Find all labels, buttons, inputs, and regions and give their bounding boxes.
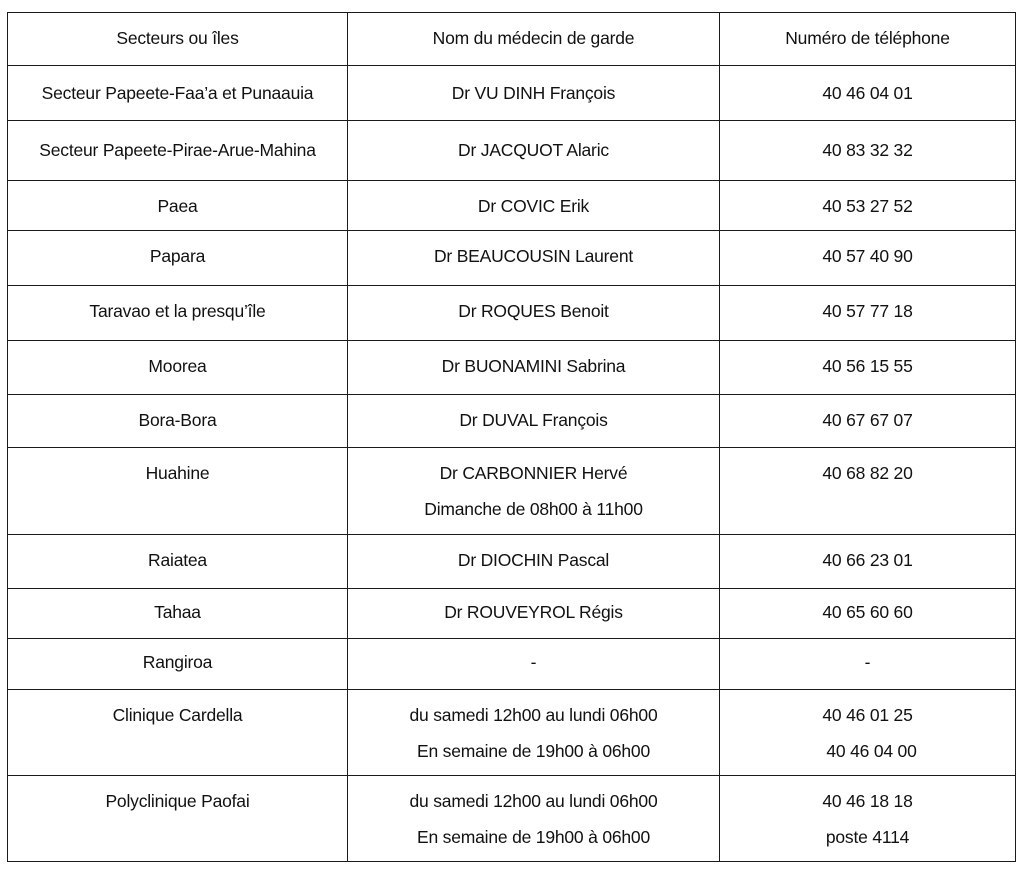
phone-cell (720, 341, 1016, 395)
doctor-cell (348, 395, 720, 448)
doctor-cell (348, 341, 720, 395)
phone-line: 40 56 15 55 (822, 356, 913, 376)
sector-cell: Secteur Papeete-Faa’a et Punaauia (8, 66, 348, 121)
doctor-line: Dr JACQUOT Alaric (458, 140, 609, 160)
sector-cell: Papara (8, 231, 348, 286)
phone-cell (720, 286, 1016, 341)
phone-cell (720, 121, 1016, 181)
sector-cell: Polyclinique Paofai (8, 776, 348, 862)
phone-line: 40 46 04 00 (826, 741, 917, 761)
doctor-line: Dr CARBONNIER Hervé (439, 463, 628, 483)
phone-line: 40 46 04 01 (822, 83, 913, 103)
phone-line: - (864, 652, 871, 672)
sector-cell: Paea (8, 181, 348, 231)
doctor-cell (348, 589, 720, 639)
table-row (8, 776, 1016, 862)
header-phone: Numéro de téléphone (720, 13, 1016, 66)
phone-extension-line: poste 4114 (825, 827, 910, 847)
sector-cell: Moorea (8, 341, 348, 395)
phone-cell (720, 395, 1016, 448)
doctor-line: Dr VU DINH François (451, 83, 616, 103)
table-row (8, 639, 1016, 690)
on-call-doctors-table (7, 12, 1016, 862)
phone-line: 40 46 18 18 (822, 791, 913, 811)
table-row (8, 395, 1016, 448)
phone-cell (720, 639, 1016, 690)
table-row (8, 231, 1016, 286)
header-row (8, 13, 1016, 66)
schedule-line: Dimanche de 08h00 à 11h00 (424, 499, 643, 519)
table-row (8, 286, 1016, 341)
phone-cell (720, 181, 1016, 231)
phone-cell (720, 231, 1016, 286)
table-row (8, 535, 1016, 589)
doctor-line: Dr BUONAMINI Sabrina (441, 356, 626, 376)
phone-line: 40 57 40 90 (822, 246, 913, 266)
schedule-line: du samedi 12h00 au lundi 06h00 (409, 791, 658, 811)
doctor-cell (348, 535, 720, 589)
phone-line: 40 53 27 52 (822, 196, 913, 216)
phone-cell (720, 535, 1016, 589)
schedule-line: du samedi 12h00 au lundi 06h00 (409, 705, 658, 725)
sector-cell: Bora-Bora (8, 395, 348, 448)
doctor-cell (348, 690, 720, 776)
phone-line: 40 83 32 32 (822, 140, 913, 160)
table-row (8, 121, 1016, 181)
doctor-cell (348, 121, 720, 181)
table-row (8, 690, 1016, 776)
table-row (8, 181, 1016, 231)
doctor-line: Dr BEAUCOUSIN Laurent (433, 246, 634, 266)
phone-cell (720, 448, 1016, 535)
doctor-cell (348, 448, 720, 535)
doctor-cell (348, 231, 720, 286)
sector-cell: Rangiroa (8, 639, 348, 690)
phone-cell (720, 66, 1016, 121)
doctor-cell (348, 66, 720, 121)
doctor-line: Dr DUVAL François (459, 410, 608, 430)
doctor-cell (348, 776, 720, 862)
phone-line: 40 65 60 60 (822, 602, 913, 622)
phone-cell (720, 589, 1016, 639)
doctor-cell (348, 286, 720, 341)
doctor-cell (348, 181, 720, 231)
schedule-line: En semaine de 19h00 à 06h00 (417, 741, 650, 761)
phone-line: 40 68 82 20 (822, 463, 913, 483)
table-row (8, 589, 1016, 639)
phone-line: 40 67 67 07 (822, 410, 913, 430)
doctor-line: Dr DIOCHIN Pascal (457, 550, 610, 570)
table-row (8, 341, 1016, 395)
phone-cell (720, 690, 1016, 776)
table-row (8, 66, 1016, 121)
table-row (8, 448, 1016, 535)
sector-cell: Secteur Papeete-Pirae-Arue-Mahina (8, 121, 348, 181)
phone-line: 40 57 77 18 (822, 301, 913, 321)
doctor-cell (348, 639, 720, 690)
doctor-line: - (530, 652, 537, 672)
sector-cell: Huahine (8, 448, 348, 535)
doctor-line: Dr ROUVEYROL Régis (444, 602, 623, 622)
sector-cell: Tahaa (8, 589, 348, 639)
sector-cell: Raiatea (8, 535, 348, 589)
doctor-line: Dr COVIC Erik (477, 196, 590, 216)
header-doctor: Nom du médecin de garde (348, 13, 720, 66)
phone-line: 40 66 23 01 (822, 550, 913, 570)
sector-cell: Clinique Cardella (8, 690, 348, 776)
schedule-line: En semaine de 19h00 à 06h00 (417, 827, 650, 847)
phone-cell (720, 776, 1016, 862)
phone-line: 40 46 01 25 (822, 705, 913, 725)
doctor-line: Dr ROQUES Benoit (458, 301, 609, 321)
header-sector: Secteurs ou îles (8, 13, 348, 66)
sector-cell: Taravao et la presqu’île (8, 286, 348, 341)
